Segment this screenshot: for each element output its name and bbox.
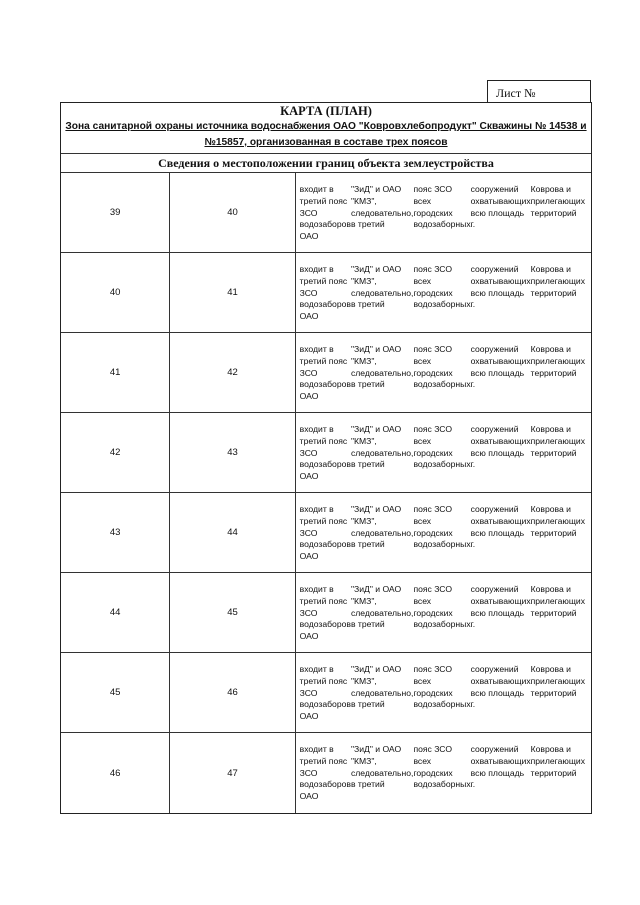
table-row: [61, 173, 591, 253]
point-to-cell: 47: [170, 733, 295, 813]
boundary-table: [60, 102, 592, 814]
description-line: Коврова и прилегающих территорий: [530, 424, 585, 458]
description-line: Коврова и прилегающих территорий: [530, 504, 585, 538]
description-cell: [296, 173, 591, 252]
point-from-cell: 42: [61, 413, 170, 492]
description-line: пояс ЗСО всех городских водозаборных: [413, 504, 471, 550]
description-line: сооружений охватывающих всю площадь г.: [470, 584, 531, 630]
description-line: входит в третий пояс ЗСО водозаборов ОАО: [299, 744, 351, 802]
description-line: пояс ЗСО всех городских водозаборных: [413, 744, 471, 790]
table-row: [61, 573, 591, 653]
description-line: "ЗиД" и ОАО "КМЗ", следовательно, в третий: [350, 664, 414, 710]
table-body: [61, 173, 591, 813]
description-line: Коврова и прилегающих территорий: [530, 264, 585, 298]
point-to-cell: 45: [170, 573, 295, 652]
description-line: входит в третий пояс ЗСО водозаборов ОАО: [299, 664, 351, 722]
point-from-cell: 46: [61, 733, 170, 813]
footer-divider: [300, 900, 550, 902]
point-to-cell: 42: [170, 333, 295, 412]
description-line: Коврова и прилегающих территорий: [530, 744, 585, 778]
description-line: сооружений охватывающих всю площадь г.: [470, 664, 531, 710]
description-cell: [296, 253, 591, 332]
description-line: пояс ЗСО всех городских водозаборных: [413, 424, 471, 470]
table-row: [61, 253, 591, 333]
point-from-cell: 39: [61, 173, 170, 252]
description-cell: [296, 733, 591, 813]
description-line: "ЗиД" и ОАО "КМЗ", следовательно, в третий: [350, 264, 414, 310]
table-row: [61, 653, 591, 733]
description-line: входит в третий пояс ЗСО водозаборов ОАО: [299, 424, 351, 482]
description-cell: [296, 413, 591, 492]
document-subtitle-line-1: Зона санитарной охраны источника водоснабжения ОАО "Ковровхлебопродукт" Скважины № 14538 и: [65, 121, 587, 132]
description-cell: [296, 333, 591, 412]
point-from-cell: 44: [61, 573, 170, 652]
document-title: КАРТА (ПЛАН): [280, 104, 372, 118]
description-line: Коврова и прилегающих территорий: [530, 184, 585, 218]
description-line: входит в третий пояс ЗСО водозаборов ОАО: [299, 504, 351, 562]
description-line: пояс ЗСО всех городских водозаборных: [413, 344, 471, 390]
description-cell: [296, 493, 591, 572]
table-row: [61, 493, 591, 573]
description-line: пояс ЗСО всех городских водозаборных: [413, 664, 471, 710]
point-from-cell: 40: [61, 253, 170, 332]
description-line: "ЗиД" и ОАО "КМЗ", следовательно, в третий: [350, 424, 414, 470]
section-heading: Сведения о местоположении границ объекта землеустройства: [61, 154, 591, 173]
table-row: [61, 333, 591, 413]
point-to-cell: 46: [170, 653, 295, 732]
point-to-cell: 44: [170, 493, 295, 572]
description-line: "ЗиД" и ОАО "КМЗ", следовательно, в третий: [350, 584, 414, 630]
description-line: входит в третий пояс ЗСО водозаборов ОАО: [299, 584, 351, 642]
description-line: "ЗиД" и ОАО "КМЗ", следовательно, в третий: [350, 184, 414, 230]
description-line: пояс ЗСО всех городских водозаборных: [413, 184, 471, 230]
description-line: сооружений охватывающих всю площадь г.: [470, 504, 531, 550]
sheet-number-label: Лист №: [487, 80, 591, 102]
description-line: "ЗиД" и ОАО "КМЗ", следовательно, в третий: [350, 344, 414, 390]
point-from-cell: 45: [61, 653, 170, 732]
description-line: входит в третий пояс ЗСО водозаборов ОАО: [299, 184, 351, 242]
description-line: входит в третий пояс ЗСО водозаборов ОАО: [299, 344, 351, 402]
point-to-cell: 43: [170, 413, 295, 492]
description-line: сооружений охватывающих всю площадь г.: [470, 264, 531, 310]
description-line: входит в третий пояс ЗСО водозаборов ОАО: [299, 264, 351, 322]
description-line: Коврова и прилегающих территорий: [530, 344, 585, 378]
description-cell: [296, 573, 591, 652]
table-row: [61, 733, 591, 813]
point-from-cell: 41: [61, 333, 170, 412]
description-cell: [296, 653, 591, 732]
point-to-cell: 40: [170, 173, 295, 252]
document-subtitle-line-2: №15857, организованная в составе трех поясов: [204, 137, 448, 148]
description-line: сооружений охватывающих всю площадь г.: [470, 184, 531, 230]
point-from-cell: 43: [61, 493, 170, 572]
description-line: сооружений охватывающих всю площадь г.: [470, 744, 531, 790]
document-header: [61, 103, 591, 154]
description-line: Коврова и прилегающих территорий: [530, 664, 585, 698]
description-line: пояс ЗСО всех городских водозаборных: [413, 584, 471, 630]
description-line: "ЗиД" и ОАО "КМЗ", следовательно, в третий: [350, 504, 414, 550]
point-to-cell: 41: [170, 253, 295, 332]
table-row: [61, 413, 591, 493]
description-line: "ЗиД" и ОАО "КМЗ", следовательно, в третий: [350, 744, 414, 790]
description-line: сооружений охватывающих всю площадь г.: [470, 344, 531, 390]
description-line: Коврова и прилегающих территорий: [530, 584, 585, 618]
description-line: сооружений охватывающих всю площадь г.: [470, 424, 531, 470]
description-line: пояс ЗСО всех городских водозаборных: [413, 264, 471, 310]
